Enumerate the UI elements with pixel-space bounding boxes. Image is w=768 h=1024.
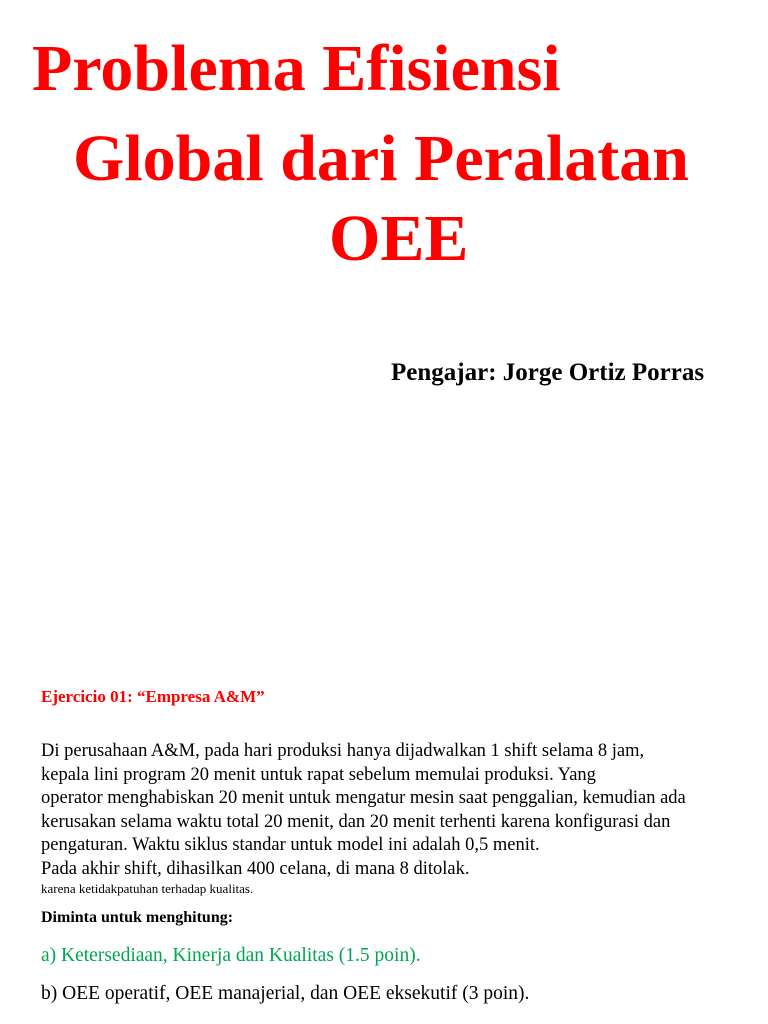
- exercise-paragraph: [41, 740, 741, 897]
- paragraph-line: operator menghabiskan 20 menit untuk mengatur mesin saat penggalian, kemudian ada: [41, 788, 686, 808]
- paragraph-line: Pada akhir shift, dihasilkan 400 celana, di mana 8 ditolak.: [41, 858, 470, 879]
- quality-note: karena ketidakpatuhan terhadap kualitas.: [41, 881, 254, 896]
- paragraph-line: Di perusahaan A&M, pada hari produksi hanya dijadwalkan 1 shift selama 8 jam,: [41, 741, 645, 761]
- exercise-title: Ejercicio 01: “Empresa A&M”: [41, 687, 265, 706]
- paragraph-line: kepala lini program 20 menit untuk rapat sebelum memulai produksi. Yang: [41, 764, 596, 785]
- title-line-1: Problema Efisiensi: [32, 32, 561, 105]
- title-line-3: OEE: [329, 202, 469, 275]
- teacher-name: Pengajar: Jorge Ortiz Porras: [391, 359, 705, 386]
- question-item-a: a) Ketersediaan, Kinerja dan Kualitas (1.5 poin).: [41, 945, 421, 966]
- paragraph-line: pengaturan. Waktu siklus standar untuk model ini adalah 0,5 menit.: [41, 835, 540, 855]
- ask-label: Diminta untuk menghitung:: [41, 909, 234, 926]
- paragraph-line: kerusakan selama waktu total 20 menit, dan 20 menit terhenti karena konfigurasi dan: [41, 811, 671, 832]
- title-line-2: Global dari Peralatan: [73, 122, 689, 195]
- question-item-b: b) OEE operatif, OEE manajerial, dan OEE eksekutif (3 poin).: [41, 983, 530, 1004]
